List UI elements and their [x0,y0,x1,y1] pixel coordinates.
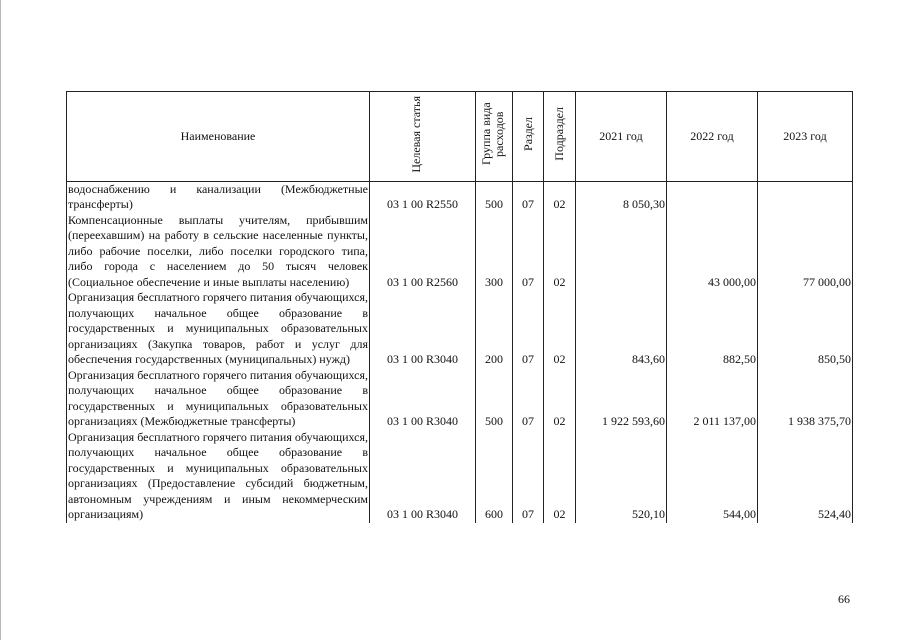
row-subsection: 02 [544,430,576,523]
row-section: 07 [513,213,544,291]
row-2021 [576,213,667,291]
row-name: Компенсационные выплаты учителям, прибывшим (переехавшим) на работу в сельские населенные пункты, либо рабочие поселки, либо поселки городского типа, либо города с населением до 50 тысяч человек (Социальное обеспечение и иные выплаты населению) [68,212,368,289]
row-subsection: 02 [544,368,576,430]
row-name: водоснабжению и канализации (Межбюджетные трансферты) [68,181,368,211]
row-target: 03 1 00 R2550 [370,181,476,213]
row-2021: 8 050,30 [576,181,667,213]
row-2022: 2 011 137,00 [667,368,758,430]
header-section: Раздел [513,92,544,182]
row-group: 500 [476,368,513,430]
row-2023: 77 000,00 [758,213,853,291]
row-group: 200 [476,290,513,368]
row-group: 600 [476,430,513,523]
row-group: 500 [476,181,513,213]
row-2021: 520,10 [576,430,667,523]
row-2023 [758,181,853,213]
budget-table [66,91,853,523]
row-2021: 843,60 [576,290,667,368]
row-2023: 524,40 [758,430,853,523]
header-subsection: Подраздел [544,92,576,182]
header-2021: 2021 год [576,92,667,182]
table-row [67,368,853,430]
row-2023: 1 938 375,70 [758,368,853,430]
row-target: 03 1 00 R2560 [370,213,476,291]
header-2022: 2022 год [667,92,758,182]
table-row [67,290,853,368]
row-2023: 850,50 [758,290,853,368]
row-section: 07 [513,430,544,523]
row-target: 03 1 00 R3040 [370,290,476,368]
page-number: 66 [838,592,850,606]
row-2022: 544,00 [667,430,758,523]
row-target: 03 1 00 R3040 [370,368,476,430]
row-target: 03 1 00 R3040 [370,430,476,523]
header-name: Наименование [67,92,370,182]
row-name: Организация бесплатного горячего питания обучающихся, получающих начальное общее образование в государственных и муниципальных образовательных организациях (Закупка товаров, работ и услуг для обеспечения государственных (муниципальных) нужд) [68,290,368,366]
row-name: Организация бесплатного горячего питания обучающихся, получающих начальное общее образование в государственных и муниципальных образовательных организациях (Межбюджетные трансферты) [68,367,368,428]
header-2023: 2023 год [758,92,853,182]
row-2022: 882,50 [667,290,758,368]
table-row [67,213,853,291]
row-section: 07 [513,368,544,430]
row-section: 07 [513,181,544,213]
row-2022 [667,181,758,213]
row-2022: 43 000,00 [667,213,758,291]
row-2021: 1 922 593,60 [576,368,667,430]
header-target: Целевая статья [370,92,476,182]
row-subsection: 02 [544,181,576,213]
table-row [67,430,853,523]
row-name: Организация бесплатного горячего питания обучающихся, получающих начальное общее образование в государственных и муниципальных образовательных организациях (Предоставление субсидий бюджетным, автономным учреждениям и иным некоммерческим организациям) [68,429,368,521]
header-row [67,92,853,182]
row-group: 300 [476,213,513,291]
header-group: Группа вида расходов [476,92,513,182]
page-edge-line [0,0,1,640]
row-subsection: 02 [544,290,576,368]
table-row [67,181,853,213]
row-subsection: 02 [544,213,576,291]
row-section: 07 [513,290,544,368]
